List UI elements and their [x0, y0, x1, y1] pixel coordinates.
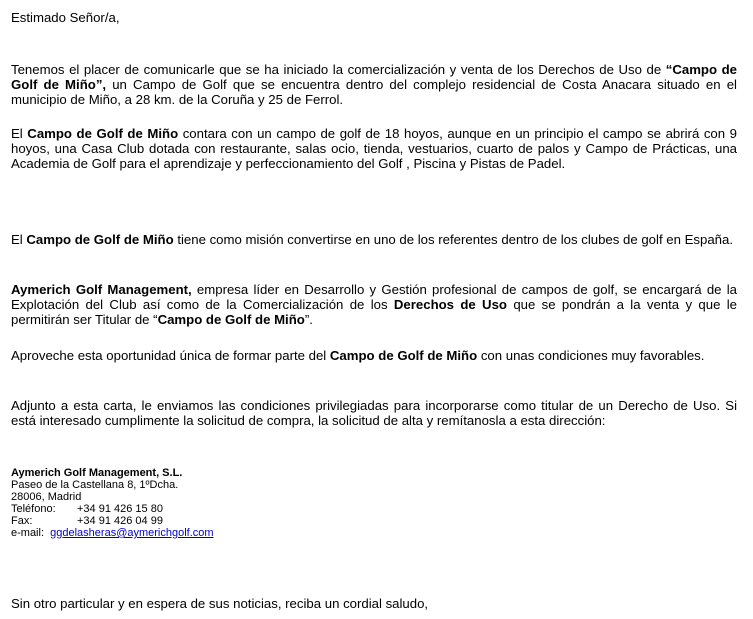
- bold-text: Campo de Golf de Miño: [329, 348, 478, 363]
- closing: Sin otro particular y en espera de sus noticias, reciba un cordial saludo,: [11, 596, 429, 611]
- bold-text: Campo de Golf de Miño: [27, 126, 179, 141]
- email-label: e-mail:: [11, 527, 45, 539]
- address-line: Paseo de la Castellana 8, 1ºDcha.: [11, 479, 179, 491]
- bold-text: “Campo de Golf de Miño”,: [11, 62, 737, 92]
- phone-label: Teléfono:: [11, 503, 56, 515]
- text: que se pondrán a la venta y que le permitirán ser Titular de “: [11, 297, 737, 327]
- email-row: [11, 527, 214, 539]
- paragraph-facilities: [11, 126, 737, 171]
- bold-text: Campo de Golf de Miño: [26, 232, 174, 247]
- text: Aproveche esta oportunidad única de formar parte del: [11, 348, 330, 363]
- text: tiene como misión convertirse en uno de los referentes dentro de los clubes de golf en España.: [173, 232, 733, 247]
- text: El: [11, 232, 27, 247]
- paragraph-attachment: Adjunto a esta carta, le enviamos las condiciones privilegiadas para incorporarse como titular de un Derecho de Uso. Si está interesado cumplimente la solicitud de compra, la solicitud de alta y remítanosla a esta dirección:: [11, 398, 737, 428]
- phone-row: [11, 503, 214, 515]
- paragraph-management: [11, 282, 737, 327]
- text: contara con un campo de golf de 18 hoyos, aunque en un principio el campo se abrirá con 9 hoyos, una Casa Club dotada con restaurante, salas ocio, tienda, vestuarios, cuarto de palos y Campo de Prácticas, una Academia de Golf para el aprendizaje y perfeccionamiento del Golf , Piscina y Pistas de Padel.: [11, 126, 738, 171]
- fax-label: Fax:: [11, 515, 33, 527]
- text: Tenemos el placer de comunicarle que se ha iniciado la comercialización y venta de los Derechos de Uso de: [11, 62, 666, 77]
- bold-text: Campo de Golf de Miño: [157, 312, 305, 327]
- text: ”.: [304, 312, 313, 327]
- contact-block: [11, 467, 214, 539]
- company-name: Aymerich Golf Management, S.L.: [11, 467, 183, 479]
- text: un Campo de Golf que se encuentra dentro del complejo residencial de Costa Anacara situado en el municipio de Miño, a 28 km. de la Coruña y 25 de Ferrol.: [11, 77, 737, 107]
- email-link[interactable]: ggdelasheras@aymerichgolf.com: [50, 527, 214, 539]
- phone-value: +34 91 426 15 80: [77, 503, 163, 515]
- greeting: Estimado Señor/a,: [11, 10, 120, 25]
- text: El: [11, 126, 28, 141]
- text: empresa líder en Desarrollo y Gestión profesional de campos de golf, se encargará de la Explotación del Club así como de la Comercialización de los: [11, 282, 737, 312]
- paragraph-mission: [11, 232, 737, 247]
- fax-row: [11, 515, 214, 527]
- bold-text: Derechos de Uso: [393, 297, 507, 312]
- paragraph-opportunity: [11, 348, 737, 363]
- fax-value: +34 91 426 04 99: [77, 515, 163, 527]
- bold-text: Aymerich Golf Management,: [11, 282, 192, 297]
- city-line: 28006, Madrid: [11, 491, 82, 503]
- text: con unas condiciones muy favorables.: [477, 348, 705, 363]
- paragraph-intro: [11, 62, 737, 107]
